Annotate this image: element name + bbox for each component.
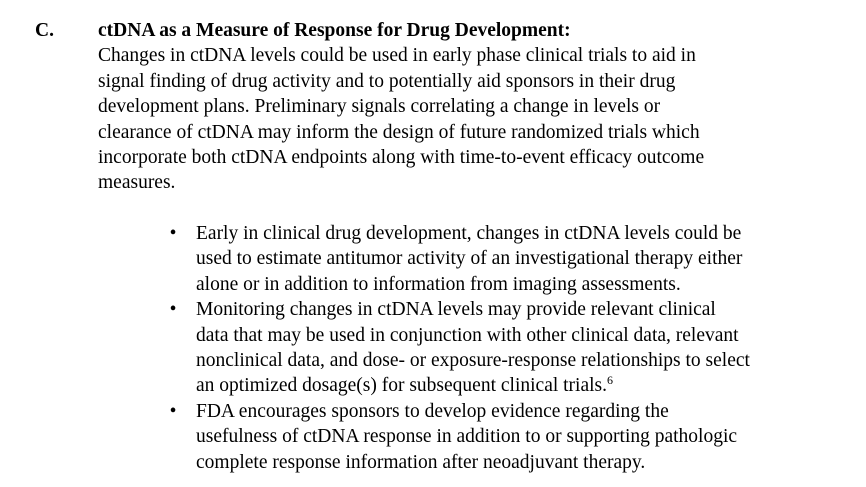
- bullet-line: Early in clinical drug development, changes in ctDNA levels could be: [196, 223, 742, 244]
- bullet-line: complete response information after neoadjuvant therapy.: [196, 451, 646, 473]
- body-line: clearance of ctDNA may inform the design of future randomized trials which: [98, 121, 700, 143]
- bullet-line: usefulness of ctDNA response in addition to or supporting pathologic: [196, 426, 738, 448]
- body-line: development plans. Preliminary signals correlating a change in levels or: [98, 96, 661, 118]
- bullet-item-early-development: [0, 221, 866, 297]
- body-line: Changes in ctDNA levels could be used in early phase clinical trials to aid in: [98, 45, 696, 67]
- bullet-line: nonclinical data, and dose- or exposure-response relationships to select: [196, 350, 750, 372]
- body-line: measures.: [98, 172, 176, 194]
- bullet-line: Monitoring changes in ctDNA levels may provide relevant clinical: [196, 299, 716, 321]
- bullet-text: [196, 399, 866, 475]
- bullet-icon: •: [169, 400, 177, 422]
- bullet-line-text: an optimized dosage(s) for subsequent clinical trials.: [196, 375, 608, 397]
- section-body-paragraph: [98, 43, 704, 195]
- bullet-line: used to estimate antitumor activity of an investigational therapy either: [196, 248, 743, 270]
- bullet-text: [196, 297, 866, 399]
- bullet-line: [196, 373, 866, 398]
- footnote-reference: 6: [607, 373, 614, 388]
- bullet-line: alone or in addition to information from imaging assessments.: [196, 273, 681, 295]
- bullet-item-monitoring: [0, 297, 866, 399]
- body-line: incorporate both ctDNA endpoints along with time-to-event efficacy outcome: [98, 147, 705, 169]
- bullet-icon: •: [169, 299, 177, 321]
- bullet-item-fda-encourages: [0, 399, 866, 475]
- bullet-line: data that may be used in conjunction with other clinical data, relevant: [196, 324, 739, 346]
- bullet-line: FDA encourages sponsors to develop evidence regarding the: [196, 400, 669, 422]
- bullet-icon: •: [169, 223, 177, 244]
- bullet-list: [0, 221, 866, 475]
- section-letter: C.: [35, 20, 54, 41]
- bullet-text: [196, 221, 866, 297]
- body-line: signal finding of drug activity and to potentially aid sponsors in their drug: [98, 70, 676, 92]
- section-heading: ctDNA as a Measure of Response for Drug Development:: [98, 20, 571, 41]
